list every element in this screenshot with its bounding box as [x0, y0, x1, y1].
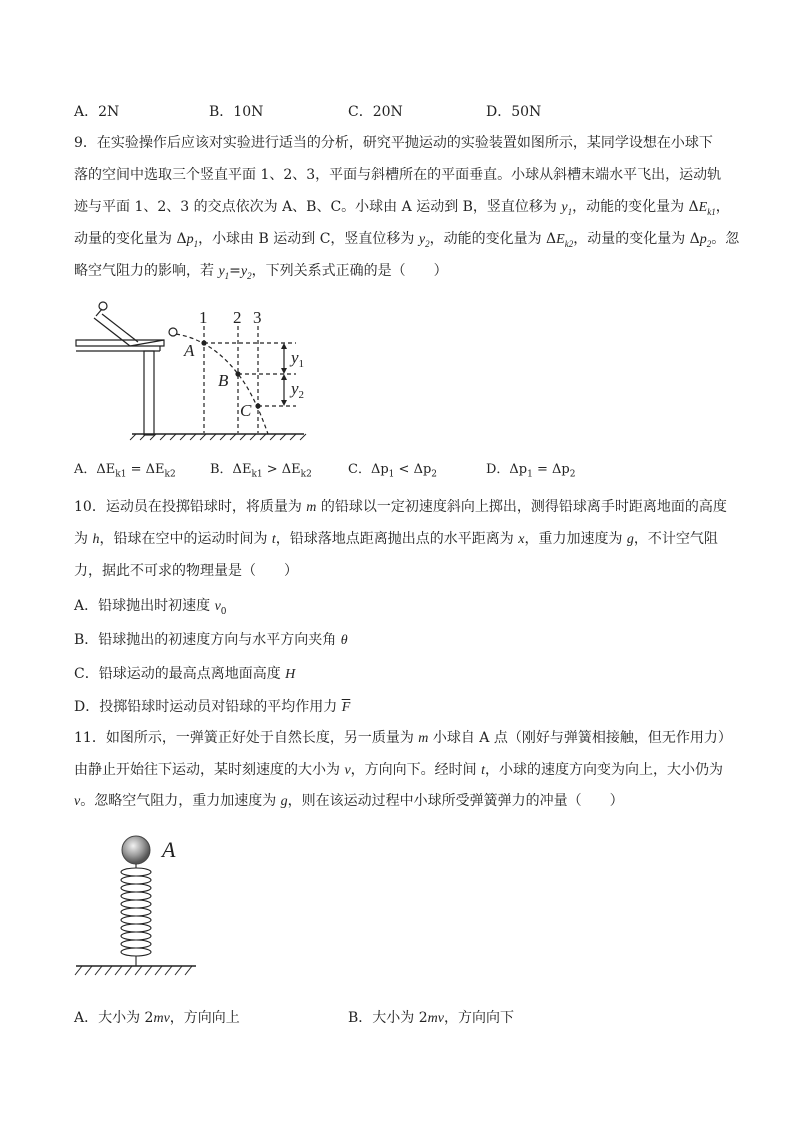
q9-option-b: B．$\Delta E_{k1} > \Delta E_{k2}$	[210, 462, 312, 480]
projectile-apparatus-figure	[72, 296, 312, 441]
q9-option-d: D．$\Delta p_1 = \Delta p_2$	[486, 462, 576, 480]
q10-option-d: D．投掷铅球时运动员对铅球的平均作用力 $\overline{F}$	[74, 699, 351, 715]
q10-option-c: C．铅球运动的最高点离地面高度 H	[74, 666, 296, 682]
spring-ball-figure	[72, 830, 212, 982]
point-a-label: A	[162, 837, 176, 862]
plane-label-2: 2	[233, 308, 242, 327]
q8-option-a: A．2N	[74, 104, 120, 120]
q10-option-b: B．铅球抛出的初速度方向与水平方向夹角 θ	[74, 632, 348, 648]
q9-line-3: 迹与平面 1、2、3 的交点依次为 A、B、C。小球由 A 运动到 B，竖直位移为 $y_1$，动能的变化量为 $\Delta E_{k1}$，	[74, 199, 730, 217]
q9-line-5: 略空气阻力的影响，若 $y_1=y_2$，下列关系式正确的是（ ）	[74, 263, 448, 281]
q11-line-1: 11．如图所示，一弹簧正好处于自然长度，另一质量为 m 小球自 A 点（刚好与弹簧相接触，但无作用力）	[74, 730, 732, 746]
q10-line-1: 10．运动员在投掷铅球时，将质量为 m 的铅球以一定初速度斜向上掷出，测得铅球离手时距离地面的高度	[74, 499, 727, 515]
q8-option-d: D．50N	[486, 104, 542, 120]
q9-option-a: A．$\Delta E_{k1} = \Delta E_{k2}$	[74, 462, 176, 480]
q11-line-3: v。忽略空气阻力，重力加速度为 g，则在该运动过程中小球所受弹簧弹力的冲量（ ）	[74, 793, 624, 809]
q8-option-b: B．10N	[209, 104, 264, 120]
point-label-a: A	[184, 341, 195, 360]
plane-label-1: 1	[199, 308, 208, 327]
y1-label: $y_1$	[291, 348, 305, 370]
q9-line-2: 落的空间中选取三个竖直平面 1、2、3，平面与斜槽所在的平面垂直。小球从斜槽末端水平飞出，运动轨	[74, 167, 722, 183]
q11-line-2: 由静止开始往下运动，某时刻速度的大小为 v，方向向下。经时间 t，小球的速度方向变为向上，大小仍为	[74, 762, 724, 778]
plane-label-3: 3	[253, 308, 262, 327]
q8-option-c: C．20N	[348, 104, 403, 120]
point-label-c: C	[240, 401, 252, 420]
y2-label: $y_2$	[291, 379, 305, 401]
q10-line-2: 为 h，铅球在空中的运动时间为 t，铅球落地点距离抛出点的水平距离为 x，重力加速度为 g，不计空气阻	[74, 531, 718, 547]
q9-line-4: 动量的变化量为 $\Delta p_1$，小球由 B 运动到 C，竖直位移为 $y_2$，动能的变化量为 $\Delta E_{k2}$，动量的变化量为 $\Delta p_2$。忽	[74, 231, 740, 249]
point-label-b: B	[218, 371, 229, 390]
q10-option-a: A．铅球抛出时初速度 $v_0$	[74, 598, 227, 617]
q10-line-3: 力，据此不可求的物理量是（ ）	[74, 563, 298, 579]
q11-option-b: B．大小为 2mv，方向向下	[348, 1010, 514, 1026]
q9-option-c: C．$\Delta p_1 < \Delta p_2$	[348, 462, 438, 480]
q9-line-1: 9．在实验操作后应该对实验进行适当的分析，研究平抛运动的实验装置如图所示，某同学设想在小球下	[74, 135, 713, 151]
q11-option-a: A．大小为 2mv，方向向上	[74, 1010, 240, 1026]
